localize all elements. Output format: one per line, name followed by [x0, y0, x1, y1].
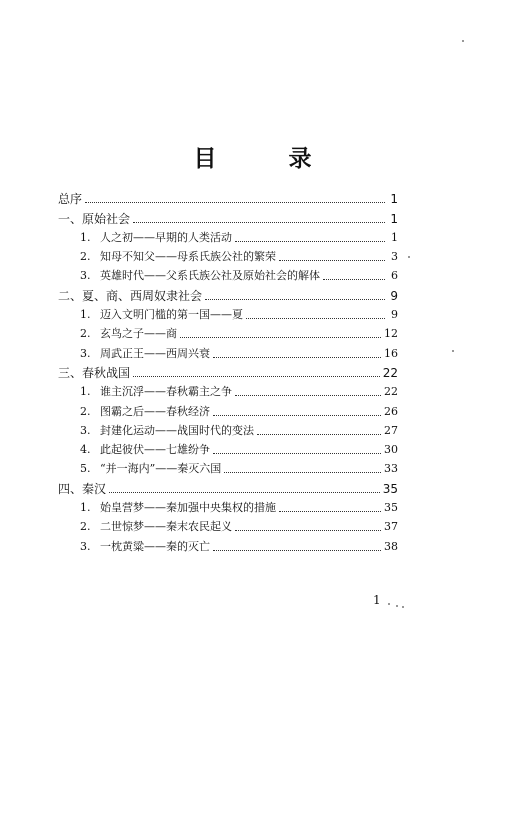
- toc-entry-title: [58, 192, 82, 206]
- toc-entry-number: 5.: [80, 462, 91, 476]
- toc-entry-label: 此起彼伏——七雄纷争: [100, 443, 210, 457]
- scan-speck: [402, 606, 404, 608]
- toc-entry-label: 图霸之后——春秋经济: [100, 404, 210, 418]
- toc-page-number: 22: [384, 385, 398, 399]
- toc-chapter: [58, 361, 398, 380]
- toc-section: [58, 341, 398, 360]
- dot-leader: [133, 222, 385, 223]
- dot-leader: [279, 511, 381, 512]
- toc-section: [58, 438, 398, 457]
- toc-page-number: 27: [384, 423, 398, 437]
- toc-page-number: 38: [384, 539, 398, 553]
- toc-entry-label: 周武正王——西周兴衰: [100, 346, 210, 360]
- toc-entry-title: [80, 308, 243, 322]
- dot-leader: [205, 299, 385, 300]
- dot-leader: [323, 279, 385, 280]
- toc-page-number: 9: [391, 308, 398, 322]
- toc-entry-number: 2.: [80, 327, 91, 341]
- scan-speck: [396, 605, 398, 607]
- toc-entry-number: 1.: [80, 385, 91, 399]
- toc-page-number: 9: [390, 288, 398, 303]
- toc-page-number: 16: [384, 346, 398, 360]
- toc-section: [58, 515, 398, 534]
- toc-section: [58, 380, 398, 399]
- dot-leader: [235, 530, 381, 531]
- toc-entry-title: [80, 269, 320, 283]
- toc-section: [58, 399, 398, 418]
- toc-section: [58, 264, 398, 283]
- scan-speck: [452, 350, 454, 352]
- toc-entry-label: 原始社会: [82, 211, 131, 226]
- toc-chapter: [58, 476, 398, 495]
- toc-entry-number: 2.: [80, 404, 91, 418]
- toc-entry-label: 秦汉: [82, 481, 107, 496]
- toc-entry-title: [80, 462, 221, 476]
- toc-entry-title: [80, 501, 276, 515]
- dot-leader: [224, 472, 381, 473]
- toc-entry-label: 英雄时代——父系氏族公社及原始社会的解体: [100, 269, 320, 283]
- toc-entry-label: 人之初——早期的人类活动: [100, 230, 232, 244]
- toc-section: [58, 245, 398, 264]
- toc-entry-number: 3.: [80, 539, 91, 553]
- toc-entry-number: 3.: [80, 346, 91, 360]
- dot-leader: [180, 337, 381, 338]
- toc-entry-title: [58, 366, 130, 380]
- toc-section: [58, 303, 398, 322]
- toc-entry-label: 二世惊梦——秦末农民起义: [100, 520, 232, 534]
- dot-leader: [213, 453, 381, 454]
- toc-entry-number: 四、: [58, 481, 83, 496]
- dot-leader: [235, 241, 385, 242]
- table-of-contents: [58, 187, 398, 554]
- toc-entry-number: 2.: [80, 520, 91, 534]
- toc-page-number: 1: [390, 192, 398, 207]
- toc-page-number: 33: [384, 462, 398, 476]
- scan-speck: [408, 256, 410, 258]
- dot-leader: [246, 318, 385, 319]
- toc-entry-label: 迈入文明门槛的第一国——夏: [100, 308, 243, 322]
- toc-entry-label: 一枕黄粱——秦的灭亡: [100, 539, 210, 553]
- toc-entry-label: 总序: [58, 192, 83, 207]
- dot-leader: [85, 202, 385, 203]
- toc-entry-title: [80, 250, 276, 264]
- toc-entry-label: “并一海内”——秦灭六国: [100, 462, 222, 476]
- toc-page-number: 3: [391, 250, 398, 264]
- toc-entry-label: 封建化运动——战国时代的变法: [100, 423, 254, 437]
- toc-entry-title: [80, 347, 210, 361]
- dot-leader: [213, 357, 381, 358]
- toc-entry-number: 二、: [58, 288, 83, 303]
- toc-entry-number: 3.: [80, 269, 91, 283]
- toc-entry-label: 知母不知父——母系氏族公社的繁荣: [100, 250, 276, 264]
- toc-entry-number: 4.: [80, 443, 91, 457]
- toc-entry-title: [80, 540, 210, 554]
- toc-page-number: 6: [391, 269, 398, 283]
- toc-entry-title: [58, 212, 130, 226]
- toc-entry-title: [80, 424, 254, 438]
- toc-entry-title: [80, 405, 210, 419]
- toc-entry-title: [80, 443, 210, 457]
- toc-entry-number: 1.: [80, 501, 91, 515]
- dot-leader: [279, 260, 385, 261]
- toc-entry-label: 始皇营梦——秦加强中央集权的措施: [100, 501, 276, 515]
- toc-entry-number: 2.: [80, 250, 91, 264]
- dot-leader: [109, 492, 380, 493]
- page-number: 1: [373, 593, 381, 607]
- toc-page-number: 22: [382, 365, 398, 380]
- toc-page-number: 1: [391, 230, 398, 244]
- toc-chapter: [58, 187, 398, 206]
- toc-entry-title: [80, 327, 177, 341]
- toc-page-number: 1: [390, 211, 398, 226]
- toc-page-number: 12: [384, 327, 398, 341]
- toc-chapter: [58, 283, 398, 302]
- dot-leader: [257, 434, 381, 435]
- scan-speck: [388, 603, 390, 605]
- toc-entry-number: 3.: [80, 423, 91, 437]
- toc-entry-number: 1.: [80, 230, 91, 244]
- toc-section: [58, 419, 398, 438]
- toc-chapter: [58, 206, 398, 225]
- toc-entry-number: 三、: [58, 365, 83, 380]
- toc-entry-label: 春秋战国: [82, 365, 131, 380]
- dot-leader: [133, 376, 380, 377]
- toc-section: [58, 496, 398, 515]
- toc-entry-number: 一、: [58, 211, 83, 226]
- dot-leader: [235, 395, 381, 396]
- toc-entry-label: 玄鸟之子——商: [100, 327, 177, 341]
- toc-section: [58, 457, 398, 476]
- toc-page-number: 35: [384, 501, 398, 515]
- toc-section: [58, 322, 398, 341]
- toc-page-number: 37: [384, 520, 398, 534]
- toc-page-number: 35: [382, 481, 398, 496]
- dot-leader: [213, 550, 381, 551]
- toc-section: [58, 534, 398, 553]
- page-title: 目 录: [193, 146, 344, 172]
- toc-entry-title: [58, 482, 106, 496]
- toc-entry-label: 夏、商、西周奴隶社会: [82, 288, 203, 303]
- toc-entry-title: [80, 231, 232, 245]
- toc-entry-title: [58, 289, 202, 303]
- toc-entry-title: [80, 385, 232, 399]
- toc-section: [58, 226, 398, 245]
- toc-entry-number: 1.: [80, 308, 91, 322]
- toc-page-number: 30: [384, 443, 398, 457]
- toc-entry-title: [80, 520, 232, 534]
- scan-speck: [462, 40, 464, 42]
- dot-leader: [213, 415, 381, 416]
- toc-page-number: 26: [384, 404, 398, 418]
- toc-entry-label: 谁主沉浮——春秋霸主之争: [100, 385, 232, 399]
